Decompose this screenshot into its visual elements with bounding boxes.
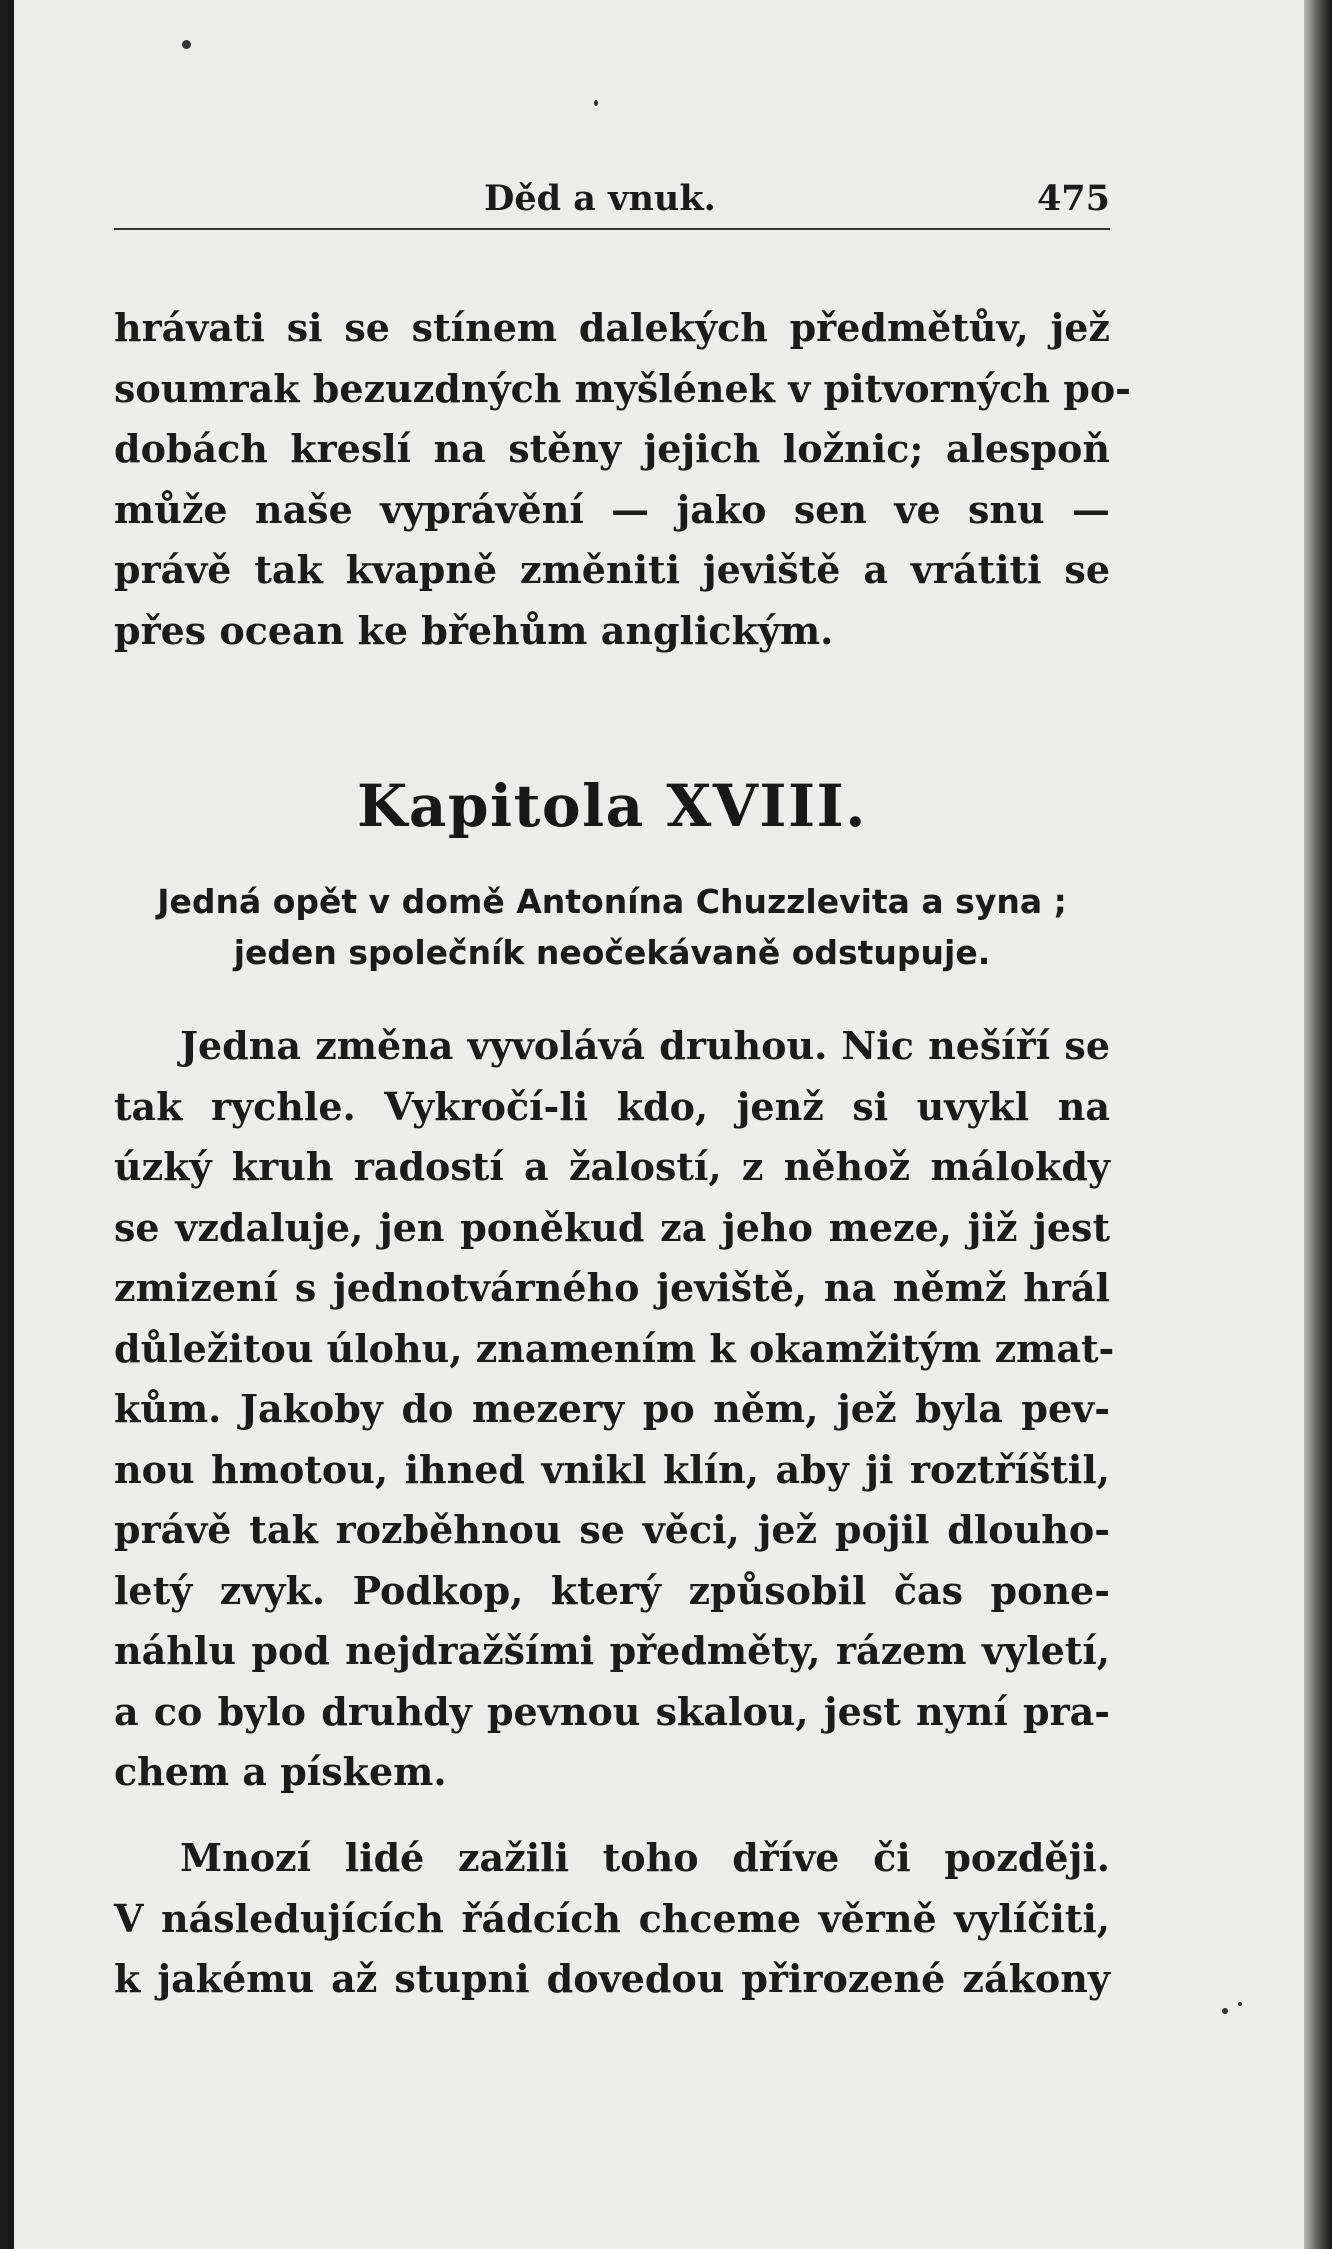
text-line: Jedna změna vyvolává druhou. Nic nešíří se xyxy=(180,1023,1110,1068)
text-line: hrávati si se stínem dalekých předmětův, jež xyxy=(114,305,1110,350)
text-line: chem a pískem. xyxy=(114,1749,447,1794)
running-title: Děd a vnuk. xyxy=(484,178,716,219)
chapter-subtitle xyxy=(114,876,1110,978)
text-line: přes ocean ke břehům anglickým. xyxy=(114,607,834,653)
subtitle-line: Jedná opět v domě Antonína Chuzzlevita a syna ; xyxy=(157,882,1067,921)
scan-left-edge xyxy=(0,0,14,2249)
scan-right-edge xyxy=(1304,0,1332,2249)
text-line: letý zvyk. Podkop, který způsobil čas pone- xyxy=(114,1567,1110,1613)
book-page xyxy=(14,0,1304,2249)
page-header xyxy=(114,178,1110,230)
text-line: V následujících řádcích chceme věrně vylíčiti, xyxy=(114,1895,1110,1941)
page-number: 475 xyxy=(1036,178,1110,219)
text-line: úzký kruh radostí a žalostí, z něhož málokdy xyxy=(114,1144,1110,1189)
text-line: nou hmotou, ihned vnikl klín, aby ji roztříštil, xyxy=(114,1446,1110,1492)
text-line: dobách kreslí na stěny jejich ložnic; alespoň xyxy=(114,426,1110,471)
paragraph-2 xyxy=(114,1016,1115,1803)
chapter-title: Kapitola XVIII. xyxy=(357,772,867,840)
ink-speck xyxy=(1238,2002,1242,2006)
text-line: právě tak rozběhnou se věci, jež pojil dlouho- xyxy=(114,1507,1110,1552)
text-line: se vzdaluje, jen poněkud za jeho meze, již jest xyxy=(114,1204,1110,1250)
text-line: náhlu pod nejdražšími předměty, rázem vyletí, xyxy=(114,1628,1110,1673)
text-line: Mnozí lidé zažili toho dříve či později. xyxy=(180,1835,1110,1880)
subtitle-line: jeden společník neočekávaně odstupuje. xyxy=(233,933,991,972)
ink-speck xyxy=(182,40,191,49)
text-line: tak rychle. Vykročí-li kdo, jenž si uvykl na xyxy=(114,1083,1110,1129)
paragraph-3 xyxy=(114,1828,1110,2010)
ink-speck xyxy=(1222,2008,1228,2014)
opening-paragraph xyxy=(114,298,1131,661)
text-line: a co bylo druhdy pevnou skalou, jest nyní pra- xyxy=(114,1688,1110,1734)
text-line: zmizení s jednotvárného jeviště, na němž hrál xyxy=(114,1265,1110,1310)
text-line: může naše vyprávění — jako sen ve snu — xyxy=(114,486,1110,532)
text-line: k jakému až stupni dovedou přirozené zákony xyxy=(114,1956,1110,2001)
text-line: kům. Jakoby do mezery po něm, jež byla pev- xyxy=(114,1386,1110,1431)
text-line: důležitou úlohu, znamením k okamžitým zmat- xyxy=(114,1325,1115,1371)
ink-speck xyxy=(594,100,598,106)
text-line: právě tak kvapně změniti jeviště a vrátiti se xyxy=(114,547,1110,592)
text-line: soumrak bezuzdných myšlének v pitvorných po- xyxy=(114,365,1131,411)
